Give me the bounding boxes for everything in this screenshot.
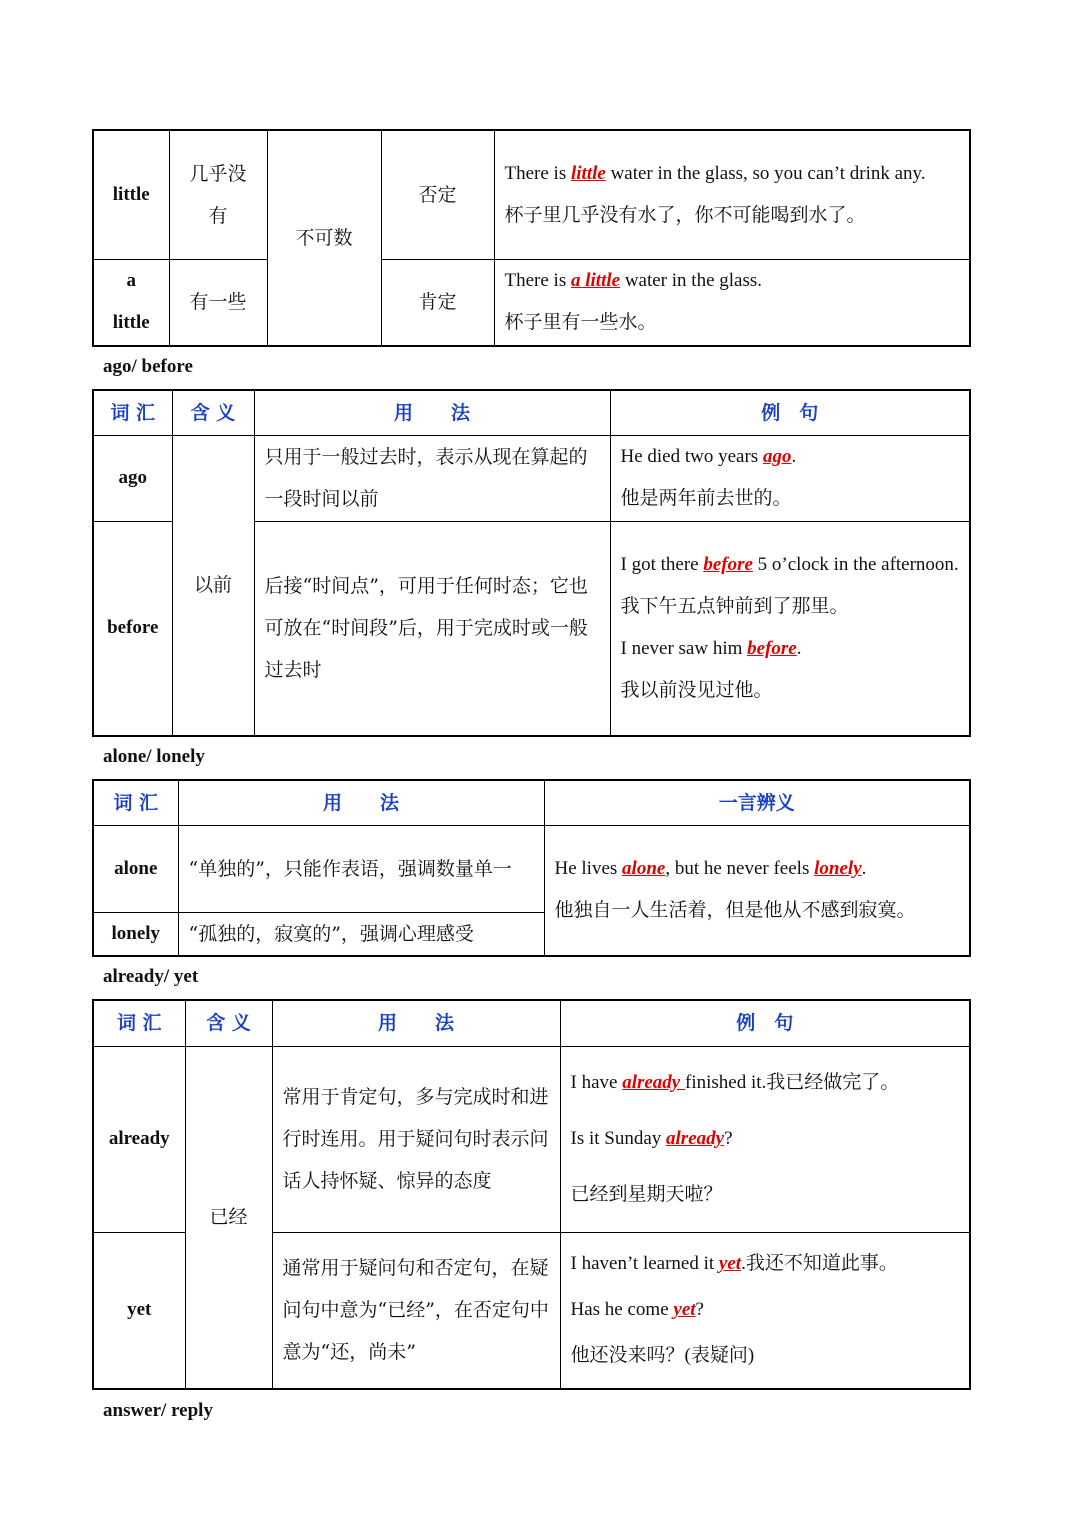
highlight-word: already xyxy=(622,1072,685,1093)
highlight-word: ago xyxy=(762,446,792,467)
section-title-alone-lonely: alone/ lonely xyxy=(103,746,205,767)
header-word: 词 汇 xyxy=(93,390,172,435)
highlight-word: alone xyxy=(622,858,666,880)
header-meaning: 含 义 xyxy=(172,390,254,435)
meaning-a-little: 有一些 xyxy=(169,259,267,346)
word-lonely: lonely xyxy=(93,912,178,956)
usage-a-little: 肯定 xyxy=(381,259,494,346)
example-translation: 他还没来吗？(表疑问) xyxy=(570,1345,755,1367)
header-meaning: 含 义 xyxy=(185,1000,272,1046)
ago-before-table xyxy=(92,389,971,737)
highlight-word: yet xyxy=(718,1253,742,1275)
usage-alone: “单独的”，只能作表语，强调数量单一 xyxy=(178,825,544,912)
example-translation: 我下午五点钟前到了那里。 xyxy=(620,596,849,618)
header-example: 一言辨义 xyxy=(544,780,970,825)
header-example: 例 句 xyxy=(610,390,970,435)
alone-lonely-table xyxy=(92,779,971,957)
highlight-word: before xyxy=(747,638,797,660)
example-a-little: There is a little water in the glass. 杯子里有一些水。 xyxy=(494,259,970,346)
example-yet: I haven’t learned it yet.我还不知道此事。 Has he come yet? 他还没来吗？(表疑问) xyxy=(560,1232,970,1389)
word-alone: alone xyxy=(93,825,178,912)
countability: 不可数 xyxy=(267,130,381,346)
highlight-word: before xyxy=(703,554,753,576)
example-translation: 他独自一人生活着，但是他从不感到寂寞。 xyxy=(554,900,916,922)
example-translation: 杯子里几乎没有水了，你不可能喝到水了。 xyxy=(504,204,866,226)
example-translation: 他是两年前去世的。 xyxy=(620,488,792,509)
word-already: already xyxy=(93,1046,185,1232)
meaning-already: 已经 xyxy=(185,1046,272,1389)
example-before: I got there before 5 o’clock in the afternoon. 我下午五点钟前到了那里。 I never saw him before. 我以前没见过他。 xyxy=(610,521,970,736)
header-usage: 用 法 xyxy=(272,1000,560,1046)
example-translation: 杯子里有一些水。 xyxy=(504,312,657,334)
usage-little: 否定 xyxy=(381,130,494,259)
highlight-word: little xyxy=(570,162,606,184)
example-little: There is little water in the glass, so you can’t drink any. 杯子里几乎没有水了，你不可能喝到水了。 xyxy=(494,130,970,259)
word-little: little xyxy=(93,130,169,259)
example-ago: He died two years ago. 他是两年前去世的。 xyxy=(610,435,970,521)
highlight-word: already xyxy=(666,1128,725,1149)
usage-ago: 只用于一般过去时，表示从现在算起的一段时间以前 xyxy=(254,435,610,521)
section-title-answer-reply: answer/ reply xyxy=(103,1400,213,1421)
usage-already: 常用于肯定句，多与完成时和进行时连用。用于疑问句时表示问话人持怀疑、惊异的态度 xyxy=(272,1046,560,1232)
header-word: 词 汇 xyxy=(93,780,178,825)
header-word: 词 汇 xyxy=(93,1000,185,1046)
usage-before: 后接“时间点”，可用于任何时态；它也可放在“时间段”后，用于完成时或一般过去时 xyxy=(254,521,610,736)
highlight-word: yet xyxy=(673,1299,696,1321)
example-translation: 已经到星期天啦？ xyxy=(570,1184,723,1205)
header-example: 例 句 xyxy=(560,1000,970,1046)
highlight-word: lonely xyxy=(814,858,862,880)
header-usage: 用 法 xyxy=(178,780,544,825)
word-a-little: a little xyxy=(93,259,169,346)
meaning-little: 几乎没有 xyxy=(169,130,267,259)
example-already: I have already finished it.我已经做完了。 Is it Sunday already? 已经到星期天啦？ xyxy=(560,1046,970,1232)
word-yet: yet xyxy=(93,1232,185,1389)
little-table xyxy=(92,129,971,347)
word-ago: ago xyxy=(93,435,172,521)
highlight-word: a little xyxy=(570,270,621,292)
example-alone-lonely: He lives alone, but he never feels lonely. 他独自一人生活着，但是他从不感到寂寞。 xyxy=(544,825,970,956)
usage-lonely: “孤独的，寂寞的”，强调心理感受 xyxy=(178,912,544,956)
header-usage: 用 法 xyxy=(254,390,610,435)
section-title-ago-before: ago/ before xyxy=(103,356,193,377)
already-yet-table xyxy=(92,999,971,1390)
meaning-before: 以前 xyxy=(172,435,254,736)
section-title-already-yet: already/ yet xyxy=(103,966,199,987)
example-translation: 我以前没见过他。 xyxy=(620,680,773,702)
usage-yet: 通常用于疑问句和否定句，在疑问句中意为“已经”，在否定句中意为“还，尚未” xyxy=(272,1232,560,1389)
word-before: before xyxy=(93,521,172,736)
